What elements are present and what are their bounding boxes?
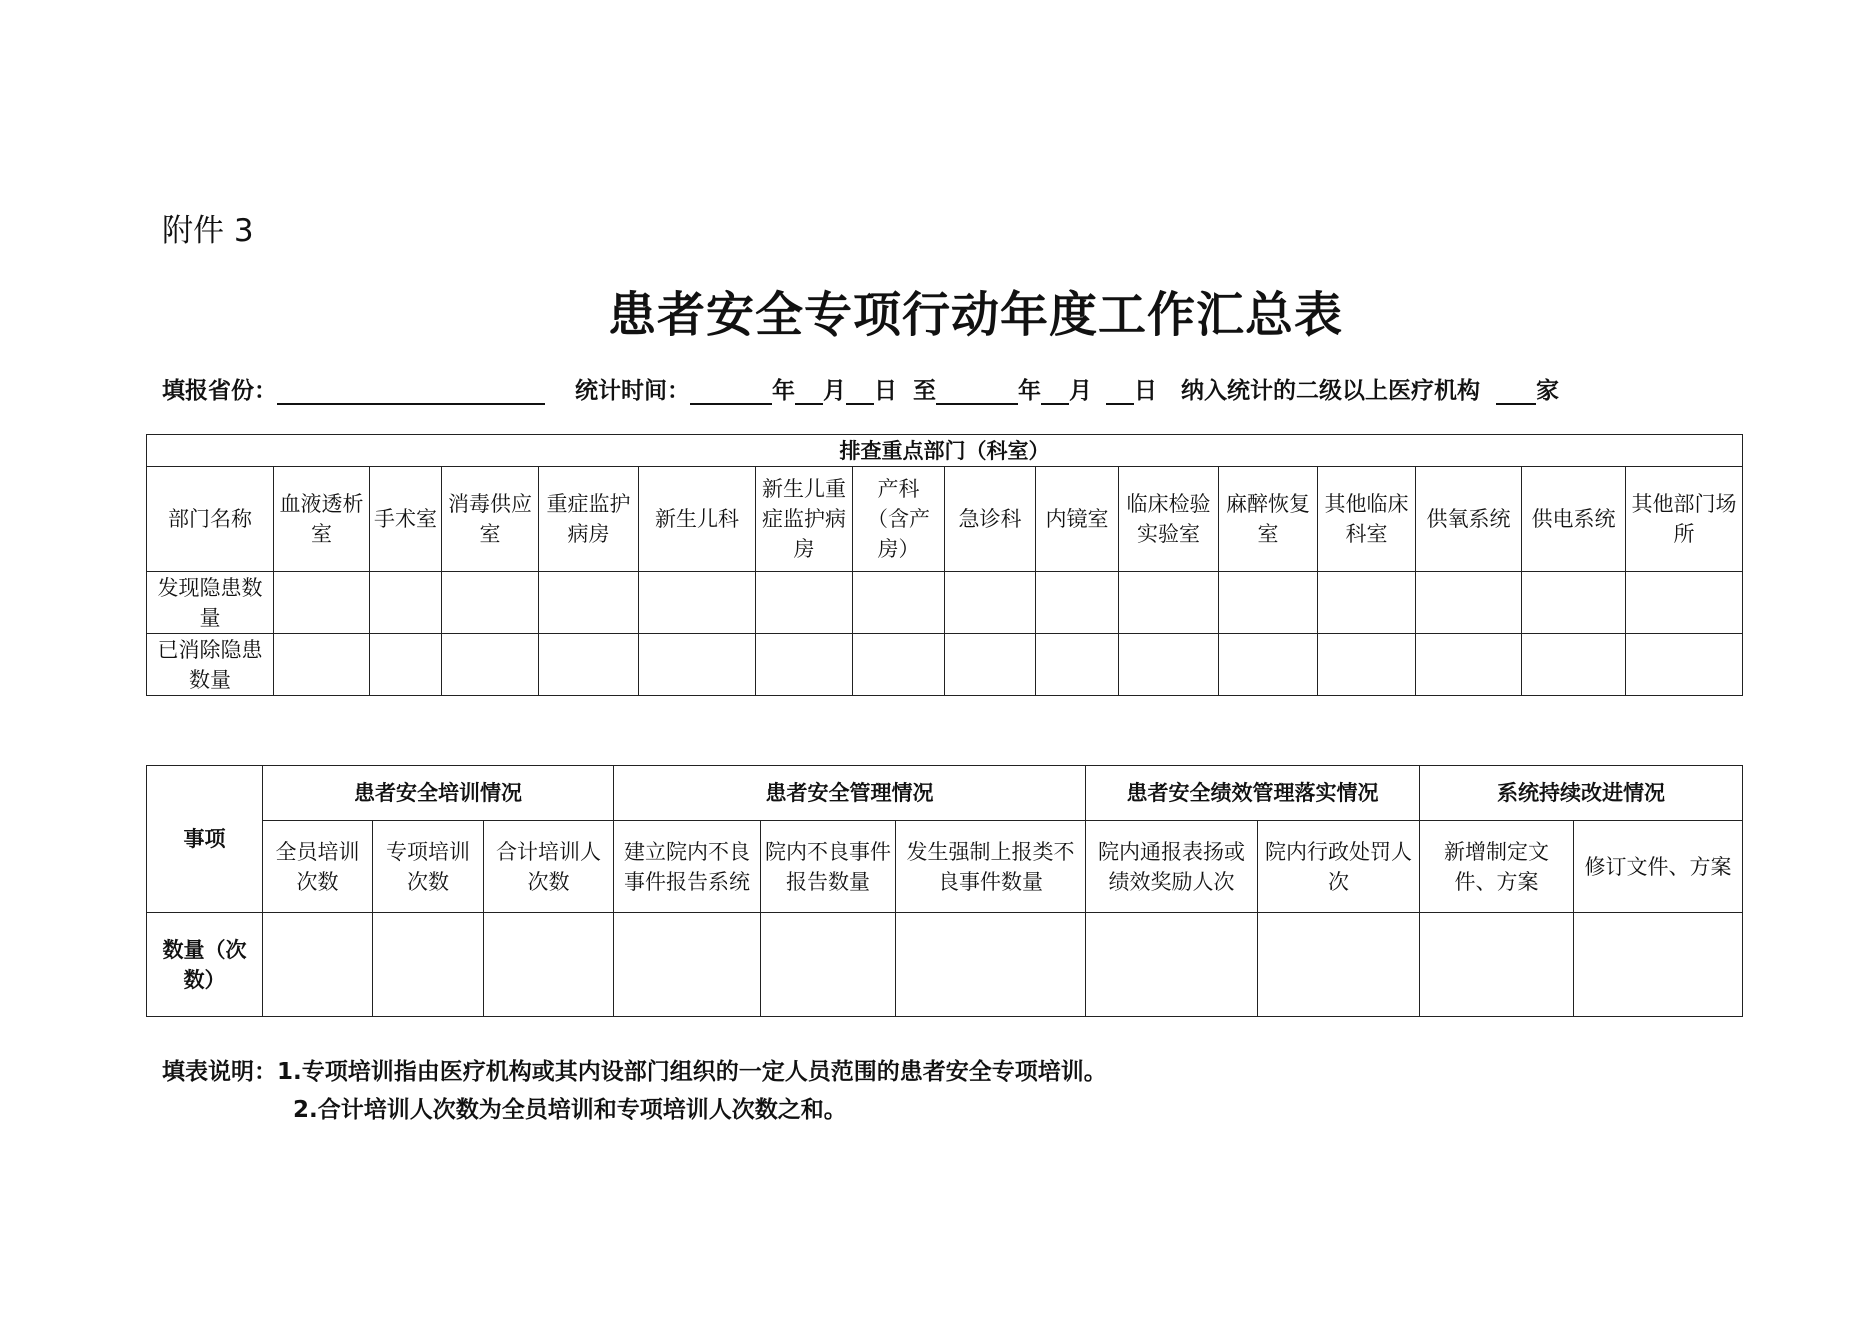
department-table <box>146 434 1743 696</box>
column-header: 全员培训次数 <box>263 821 373 913</box>
page-title: 患者安全专项行动年度工作汇总表 <box>607 287 1343 343</box>
group-header: 患者安全绩效管理落实情况 <box>1086 766 1420 821</box>
data-cell[interactable] <box>639 572 756 634</box>
data-cell[interactable] <box>945 634 1036 696</box>
data-cell[interactable] <box>1318 572 1416 634</box>
dept-header: 临床检验实验室 <box>1119 467 1219 572</box>
dept-header: 内镜室 <box>1036 467 1119 572</box>
data-cell[interactable] <box>442 634 539 696</box>
column-header: 新增制定文件、方案 <box>1420 821 1574 913</box>
dept-header: 产科（含产房） <box>853 467 945 572</box>
time-label: 统计时间： <box>575 378 690 404</box>
dept-header: 血液透析室 <box>274 467 370 572</box>
dept-header: 重症监护病房 <box>539 467 639 572</box>
column-header: 院内行政处罚人次 <box>1258 821 1420 913</box>
data-cell[interactable] <box>274 634 370 696</box>
year1-label: 年 <box>772 378 795 404</box>
dept-header: 其他临床科室 <box>1318 467 1416 572</box>
data-cell[interactable] <box>756 634 853 696</box>
day1-label: 日 <box>874 378 897 404</box>
data-cell[interactable] <box>1119 572 1219 634</box>
data-cell[interactable] <box>539 634 639 696</box>
data-cell[interactable] <box>1522 634 1626 696</box>
month2-blank[interactable] <box>1041 379 1069 405</box>
notes-label: 填表说明： <box>162 1059 277 1085</box>
institution-label: 纳入统计的二级以上医疗机构 <box>1181 378 1480 404</box>
data-cell[interactable] <box>853 634 945 696</box>
column-header: 专项培训次数 <box>373 821 484 913</box>
table-row <box>147 913 1743 1017</box>
data-cell[interactable] <box>1219 572 1318 634</box>
dept-header: 供电系统 <box>1522 467 1626 572</box>
data-cell[interactable] <box>1036 572 1119 634</box>
item-label: 事项 <box>147 766 263 913</box>
data-cell[interactable] <box>370 572 442 634</box>
notes <box>162 1053 1107 1129</box>
data-cell[interactable] <box>1416 634 1522 696</box>
institution-count-blank[interactable] <box>1496 379 1536 405</box>
data-cell[interactable] <box>1626 634 1743 696</box>
data-cell[interactable] <box>274 572 370 634</box>
table-row <box>147 572 1743 634</box>
data-cell[interactable] <box>1119 634 1219 696</box>
dept-header: 新生儿重症监护病房 <box>756 467 853 572</box>
data-cell[interactable] <box>945 572 1036 634</box>
day2-blank[interactable] <box>1106 379 1134 405</box>
attachment-label: 附件 3 <box>162 213 254 249</box>
day1-blank[interactable] <box>846 379 874 405</box>
row-label: 已消除隐患数量 <box>147 634 274 696</box>
data-cell[interactable] <box>756 572 853 634</box>
data-cell[interactable] <box>263 913 373 1017</box>
unit-label: 家 <box>1536 378 1559 404</box>
data-cell[interactable] <box>1420 913 1574 1017</box>
data-cell[interactable] <box>1086 913 1258 1017</box>
data-cell[interactable] <box>853 572 945 634</box>
data-cell[interactable] <box>1574 913 1743 1017</box>
column-header: 合计培训人次数 <box>484 821 614 913</box>
data-cell[interactable] <box>442 572 539 634</box>
to-label: 至 <box>913 378 936 404</box>
data-cell[interactable] <box>639 634 756 696</box>
data-cell[interactable] <box>1318 634 1416 696</box>
data-cell[interactable] <box>539 572 639 634</box>
dept-header: 麻醉恢复室 <box>1219 467 1318 572</box>
row-header-label: 部门名称 <box>147 467 274 572</box>
month1-label: 月 <box>823 378 846 404</box>
group-header: 系统持续改进情况 <box>1420 766 1743 821</box>
note-item: 2.合计培训人次数为全员培训和专项培训人次数之和。 <box>293 1097 847 1123</box>
column-header: 发生强制上报类不良事件数量 <box>896 821 1086 913</box>
work-summary-table <box>146 765 1743 1017</box>
dept-header: 新生儿科 <box>639 467 756 572</box>
data-cell[interactable] <box>1219 634 1318 696</box>
year2-blank[interactable] <box>936 379 1018 405</box>
table-row <box>147 634 1743 696</box>
dept-header: 消毒供应室 <box>442 467 539 572</box>
group-header: 患者安全管理情况 <box>614 766 1086 821</box>
row-label: 发现隐患数量 <box>147 572 274 634</box>
fill-row <box>162 372 1559 405</box>
province-blank[interactable] <box>277 379 545 405</box>
column-header: 建立院内不良事件报告系统 <box>614 821 761 913</box>
province-label: 填报省份： <box>162 378 277 404</box>
day2-label: 日 <box>1134 378 1157 404</box>
month1-blank[interactable] <box>795 379 823 405</box>
dept-header: 手术室 <box>370 467 442 572</box>
note-item: 1.专项培训指由医疗机构或其内设部门组织的一定人员范围的患者安全专项培训。 <box>277 1059 1107 1085</box>
month2-label: 月 <box>1069 378 1092 404</box>
column-header: 院内不良事件报告数量 <box>761 821 896 913</box>
data-cell[interactable] <box>484 913 614 1017</box>
row-label: 数量（次数） <box>147 913 263 1017</box>
column-header: 院内通报表扬或绩效奖励人次 <box>1086 821 1258 913</box>
group-header: 患者安全培训情况 <box>263 766 614 821</box>
data-cell[interactable] <box>1416 572 1522 634</box>
year1-blank[interactable] <box>690 379 772 405</box>
data-cell[interactable] <box>373 913 484 1017</box>
data-cell[interactable] <box>370 634 442 696</box>
data-cell[interactable] <box>761 913 896 1017</box>
data-cell[interactable] <box>1258 913 1420 1017</box>
data-cell[interactable] <box>1522 572 1626 634</box>
data-cell[interactable] <box>1626 572 1743 634</box>
dept-header: 急诊科 <box>945 467 1036 572</box>
dept-header: 供氧系统 <box>1416 467 1522 572</box>
department-group-header: 排查重点部门（科室） <box>147 435 1743 467</box>
year2-label: 年 <box>1018 378 1041 404</box>
data-cell[interactable] <box>896 913 1086 1017</box>
column-header: 修订文件、方案 <box>1574 821 1743 913</box>
data-cell[interactable] <box>1036 634 1119 696</box>
dept-header: 其他部门场所 <box>1626 467 1743 572</box>
data-cell[interactable] <box>614 913 761 1017</box>
